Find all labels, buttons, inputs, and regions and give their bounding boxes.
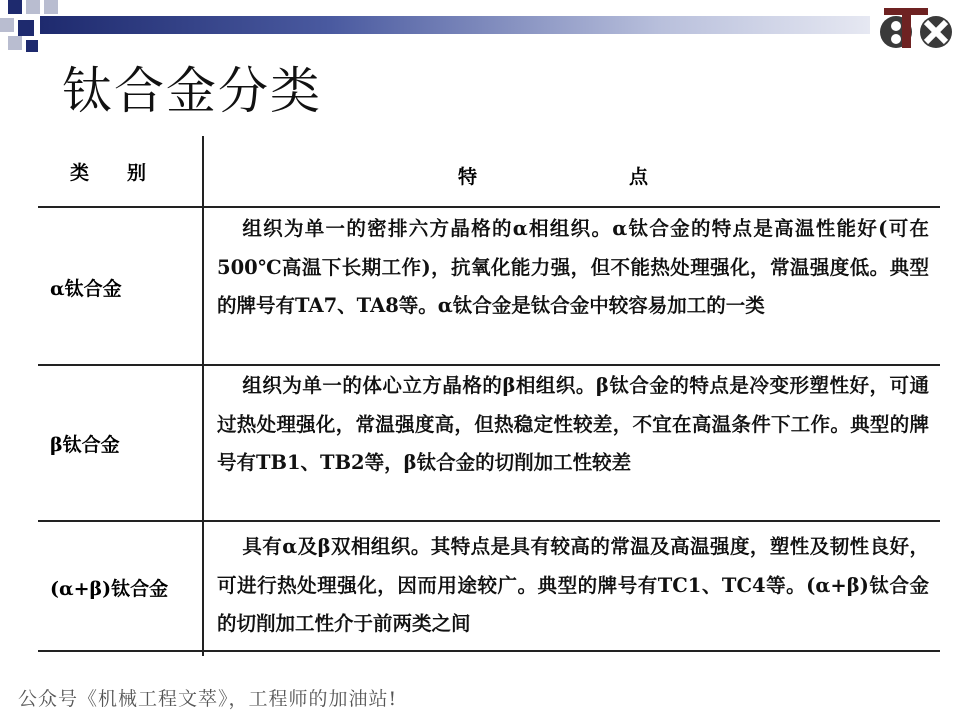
decor-square xyxy=(0,18,14,32)
decor-square xyxy=(8,36,22,50)
decor-square xyxy=(26,0,40,14)
footer-note: 公众号《机械工程文萃》，工程师的加油站! xyxy=(18,688,398,710)
page-title: 钛合金分类 xyxy=(62,62,322,120)
header-category: 类 别 xyxy=(70,162,147,184)
top-accent-bar xyxy=(40,16,870,34)
row-category: β钛合金 xyxy=(50,434,120,456)
decor-square xyxy=(18,20,34,36)
row-category: α钛合金 xyxy=(50,278,122,300)
table-row-divider xyxy=(38,364,940,366)
alloy-classification-table xyxy=(38,136,940,656)
table-header-rule xyxy=(38,206,940,208)
row-description: 具有α及β双相组织。其特点是具有较高的常温及高温强度，塑性及韧性良好，可进行热处理强化，因而用途较广。典型的牌号有TC1、TC4等。(α+β)钛合金的切削加工性介于前两类之间 xyxy=(217,535,929,635)
row-description: 组织为单一的体心立方晶格的β相组织。β钛合金的特点是冷变形塑性好，可通过热处理强化，常温强度高，但热稳定性较差，不宜在高温条件下工作。典型的牌号有TB1、TB2等，β钛合金的切削加工性较差 xyxy=(217,374,929,474)
decor-square xyxy=(8,0,22,14)
decor-square xyxy=(44,0,58,14)
table-row-divider xyxy=(38,520,940,522)
gear-logo-icon xyxy=(878,2,958,54)
row-category: (α+β)钛合金 xyxy=(50,578,169,600)
table-bottom-rule xyxy=(38,650,940,652)
row-description: 组织为单一的密排六方晶格的α相组织。α钛合金的特点是高温性能好(可在500℃高温下长期工作)，抗氧化能力强，但不能热处理强化，常温强度低。典型的牌号有TA7、TA8等。α钛合金是钛合金中较容易加工的一类 xyxy=(217,217,929,317)
table-column-divider xyxy=(202,136,204,656)
header-feature: 特 点 xyxy=(458,166,649,188)
decor-square xyxy=(26,40,38,52)
